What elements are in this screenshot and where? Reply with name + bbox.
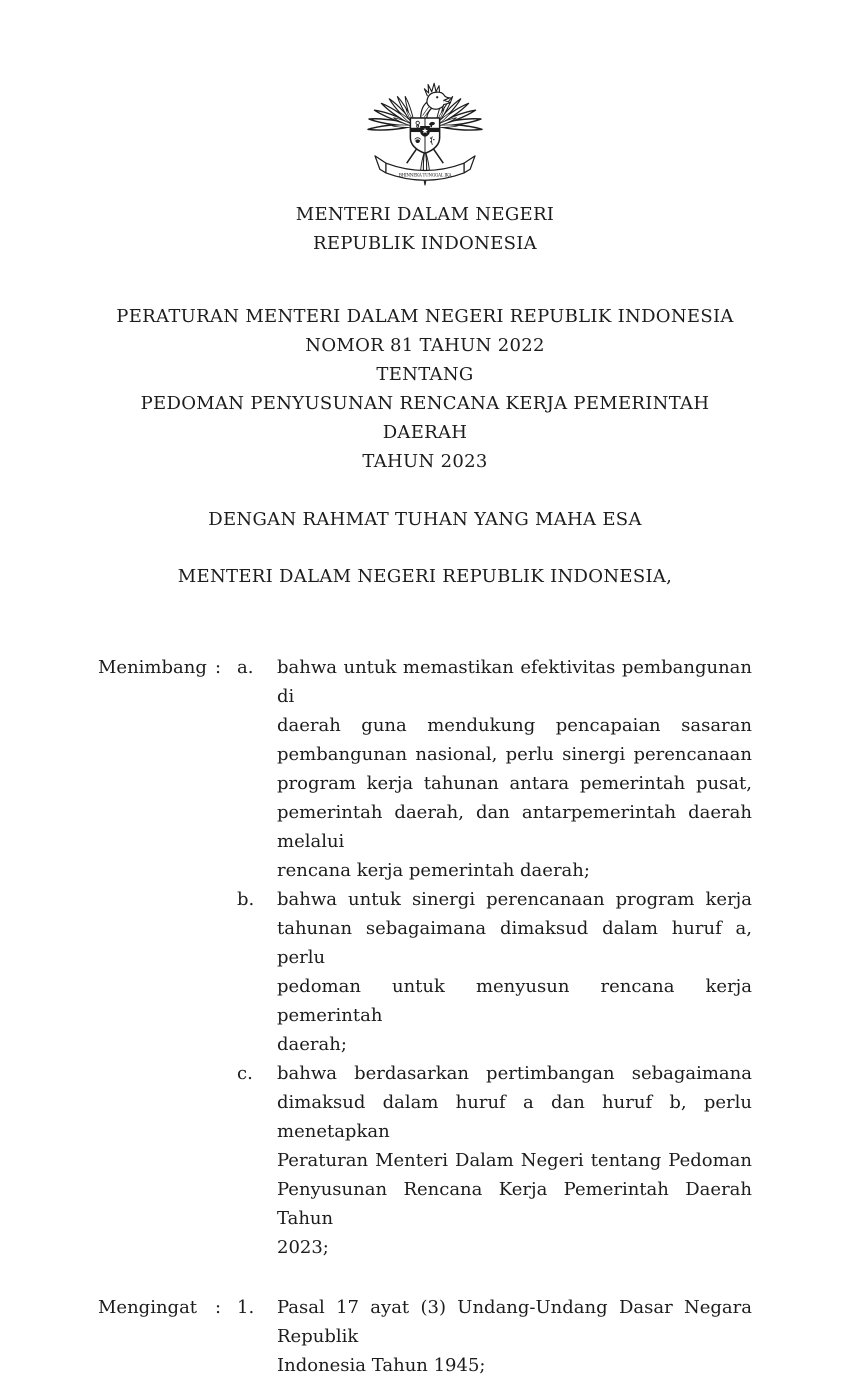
item-text [277,653,752,885]
item-text [277,885,752,1059]
emblem-container [98,68,752,190]
legal-basis-colon: : [215,1297,222,1318]
text-line: pembangunan nasional, perlu sinergi perencanaan [277,744,752,765]
consideration-item-a [98,653,752,885]
emblem-motto: BHINNEKA TUNGGAL IKA [398,173,452,179]
text-line: Pasal 17 ayat (3) Undang-Undang Dasar Negara Republik [277,1297,752,1347]
text-line: pemerintah daerah, dan antarpemerintah daerah melalui [277,802,752,852]
considerations-section [98,653,752,1262]
title-line-regulation: PERATURAN MENTERI DALAM NEGERI REPUBLIK INDONESIA [116,306,734,327]
text-line: rencana kerja pemerintah daerah; [277,860,590,881]
letterhead [98,200,752,258]
text-line: 2023; [277,1237,329,1258]
text-line: daerah guna mendukung pencapaian sasaran [277,715,752,736]
text-line: bahwa berdasarkan pertimbangan sebagaimana [277,1063,752,1084]
legal-basis-item-1 [98,1293,752,1380]
legal-basis-section [98,1293,752,1380]
text-line: bahwa untuk sinergi perencanaan program kerja [277,889,752,910]
title-line-about: TENTANG [376,364,474,385]
item-marker: 1. [237,1297,255,1318]
text-line: bahwa untuk memastikan efektivitas pembangunan di [277,657,752,707]
title-line-year: TAHUN 2023 [362,451,488,472]
item-marker: c. [237,1063,253,1084]
title-line-subject: PEDOMAN PENYUSUNAN RENCANA KERJA PEMERINTAH DAERAH [140,393,710,443]
item-text [277,1293,752,1380]
item-marker: b. [237,889,255,910]
text-line: dimaksud dalam huruf a dan huruf b, perlu menetapkan [277,1092,752,1142]
title-line-number: NOMOR 81 TAHUN 2022 [305,335,545,356]
garuda-pancasila-emblem-icon [364,68,486,190]
invocation-line: DENGAN RAHMAT TUHAN YANG MAHA ESA [208,509,642,530]
issuer-line: MENTERI DALAM NEGERI REPUBLIK INDONESIA, [177,566,673,587]
consideration-item-c [98,1059,752,1262]
considerations-label: Menimbang [98,657,207,678]
letterhead-line-1: MENTERI DALAM NEGERI [295,204,555,225]
text-line: Peraturan Menteri Dalam Negeri tentang Pedoman [277,1150,752,1171]
consideration-item-b [98,885,752,1059]
regulation-title [98,302,752,476]
legal-basis-label: Mengingat [98,1297,198,1318]
text-line: Indonesia Tahun 1945; [277,1355,486,1376]
text-line: daerah; [277,1034,347,1055]
text-line: program kerja tahunan antara pemerintah pusat, [277,773,752,794]
text-line: pedoman untuk menyusun rencana kerja pemerintah [277,976,752,1026]
letterhead-line-2: REPUBLIK INDONESIA [313,233,537,254]
item-text [277,1059,752,1262]
item-marker: a. [237,657,254,678]
text-line: tahunan sebagaimana dimaksud dalam huruf a, perlu [277,918,752,968]
considerations-colon: : [215,657,222,678]
text-line: Penyusunan Rencana Kerja Pemerintah Daerah Tahun [277,1179,752,1229]
